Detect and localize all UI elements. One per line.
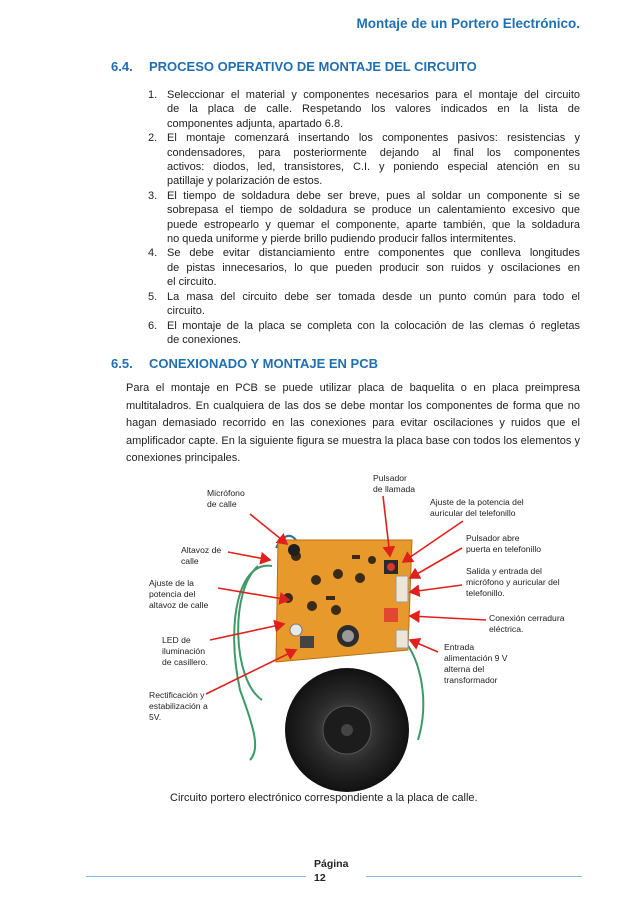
step-line: de pistas innecesarios, lo que pueden producir son ruidos y oscilaciones en [167,261,580,274]
relay [384,608,398,622]
label-telephone-io: Salida y entrada del micrófono y auricular del telefonillo. [466,566,560,598]
step-line: activos: diodos, led, transistores, C.I. y poniendo especial atención en su [167,161,580,174]
page-number: 12 [314,872,326,884]
step-line: el circuito. [167,276,217,289]
step-line: El montaje comenzará insertando los componentes pasivos: resistencias y [167,132,580,145]
label-rectification: Rectificación y estabilización a 5V. [149,690,208,722]
speaker-wire [234,566,272,760]
figure-caption: Circuito portero electrónico correspondiente a la placa de calle. [170,792,478,804]
label-lock-connection: Conexión cerradura eléctrica. [489,613,565,634]
label-call-button: Pulsador de llamada [373,473,416,494]
step-line: de conexiones. [167,333,241,346]
pcb-paragraph: Para el montaje en PCB se puede utilizar placa de baquelita o en placa preimpresa multitaladros. En cualquiera de las dos se debe montar los componentes de forma que no hagan demasiado recorrido en las conexiones para evitar oscilaciones y ruidos que el amplificador capte. En la siguiente figura se muestra la placa base con todos los elementos y conexiones principales. [126,382,580,465]
page-label: Página [314,858,349,870]
footer-rule-left [86,876,306,877]
label-led: LED de iluminación de casillero. [162,635,208,667]
step-line: circuito. [167,305,205,318]
label-microphone: Micrófono de calle [207,488,245,509]
call-button-cap [387,563,395,571]
step-line: La masa del circuito debe ser tomada desde un punto común para todo el [167,290,580,303]
led-part [290,624,302,636]
footer-rule-right [366,876,582,877]
step-line: El montaje de la placa se completa con la colocación de las clemas ó regletas [167,319,580,332]
section-title: PROCESO OPERATIVO DE MONTAJE DEL CIRCUITO [149,59,477,74]
step-number: 3. [148,189,158,202]
page-footer [314,857,348,885]
step-line: de la placa de calle. Respetando los valores indicados en la lista de [167,103,580,116]
label-speaker-volume: Ajuste de la potencia del altavoz de calle [149,578,209,610]
microphone-part [288,544,300,556]
label-door-open-button: Pulsador abre puerta en telefonillo [466,533,542,554]
section-number: 6.5. [111,356,133,371]
header-title: Montaje de un Portero Electrónico. [356,16,580,31]
step-line: puede estropearlo y quemar el componente, aparte también, que la soldadura [167,218,580,231]
step-number: 6. [148,319,158,332]
step-line: condensadores, para posteriormente dejando al final los componentes [167,146,580,159]
step-number: 2. [148,132,158,145]
step-line: no queda uniforme y pierde brillo pudiendo producir fallos intermitentes. [167,233,517,246]
step-line: Seleccionar el material y componentes necesarios para el montaje del circuito [167,89,580,101]
step-number: 1. [148,89,158,101]
label-speaker: Altavoz de calle [181,545,222,566]
label-earpiece-volume: Ajuste de la potencia del auricular del telefonillo [430,497,524,518]
label-power-input: Entrada alimentación 9 V alterna del transformador [444,642,508,685]
step-number: 5. [148,290,158,303]
power-terminal [396,630,408,648]
step-line: sobrepasa el tiempo de soldadura se produce un calentamiento excesivo que [167,204,580,217]
step-line: Se debe evitar distanciamiento entre componentes que conlleva longitudes [167,247,580,260]
step-line: patillaje y polarización de estos. [167,175,323,188]
section-number: 6.4. [111,59,133,74]
step-line: El tiempo de soldadura debe ser breve, pues al soldar un componente si se [167,189,580,202]
step-number: 4. [148,247,158,260]
step-line: componentes adjunta, apartado 6.8. [167,117,344,130]
telephone-terminal [396,576,408,602]
section-title: CONEXIONADO Y MONTAJE EN PCB [149,356,378,371]
